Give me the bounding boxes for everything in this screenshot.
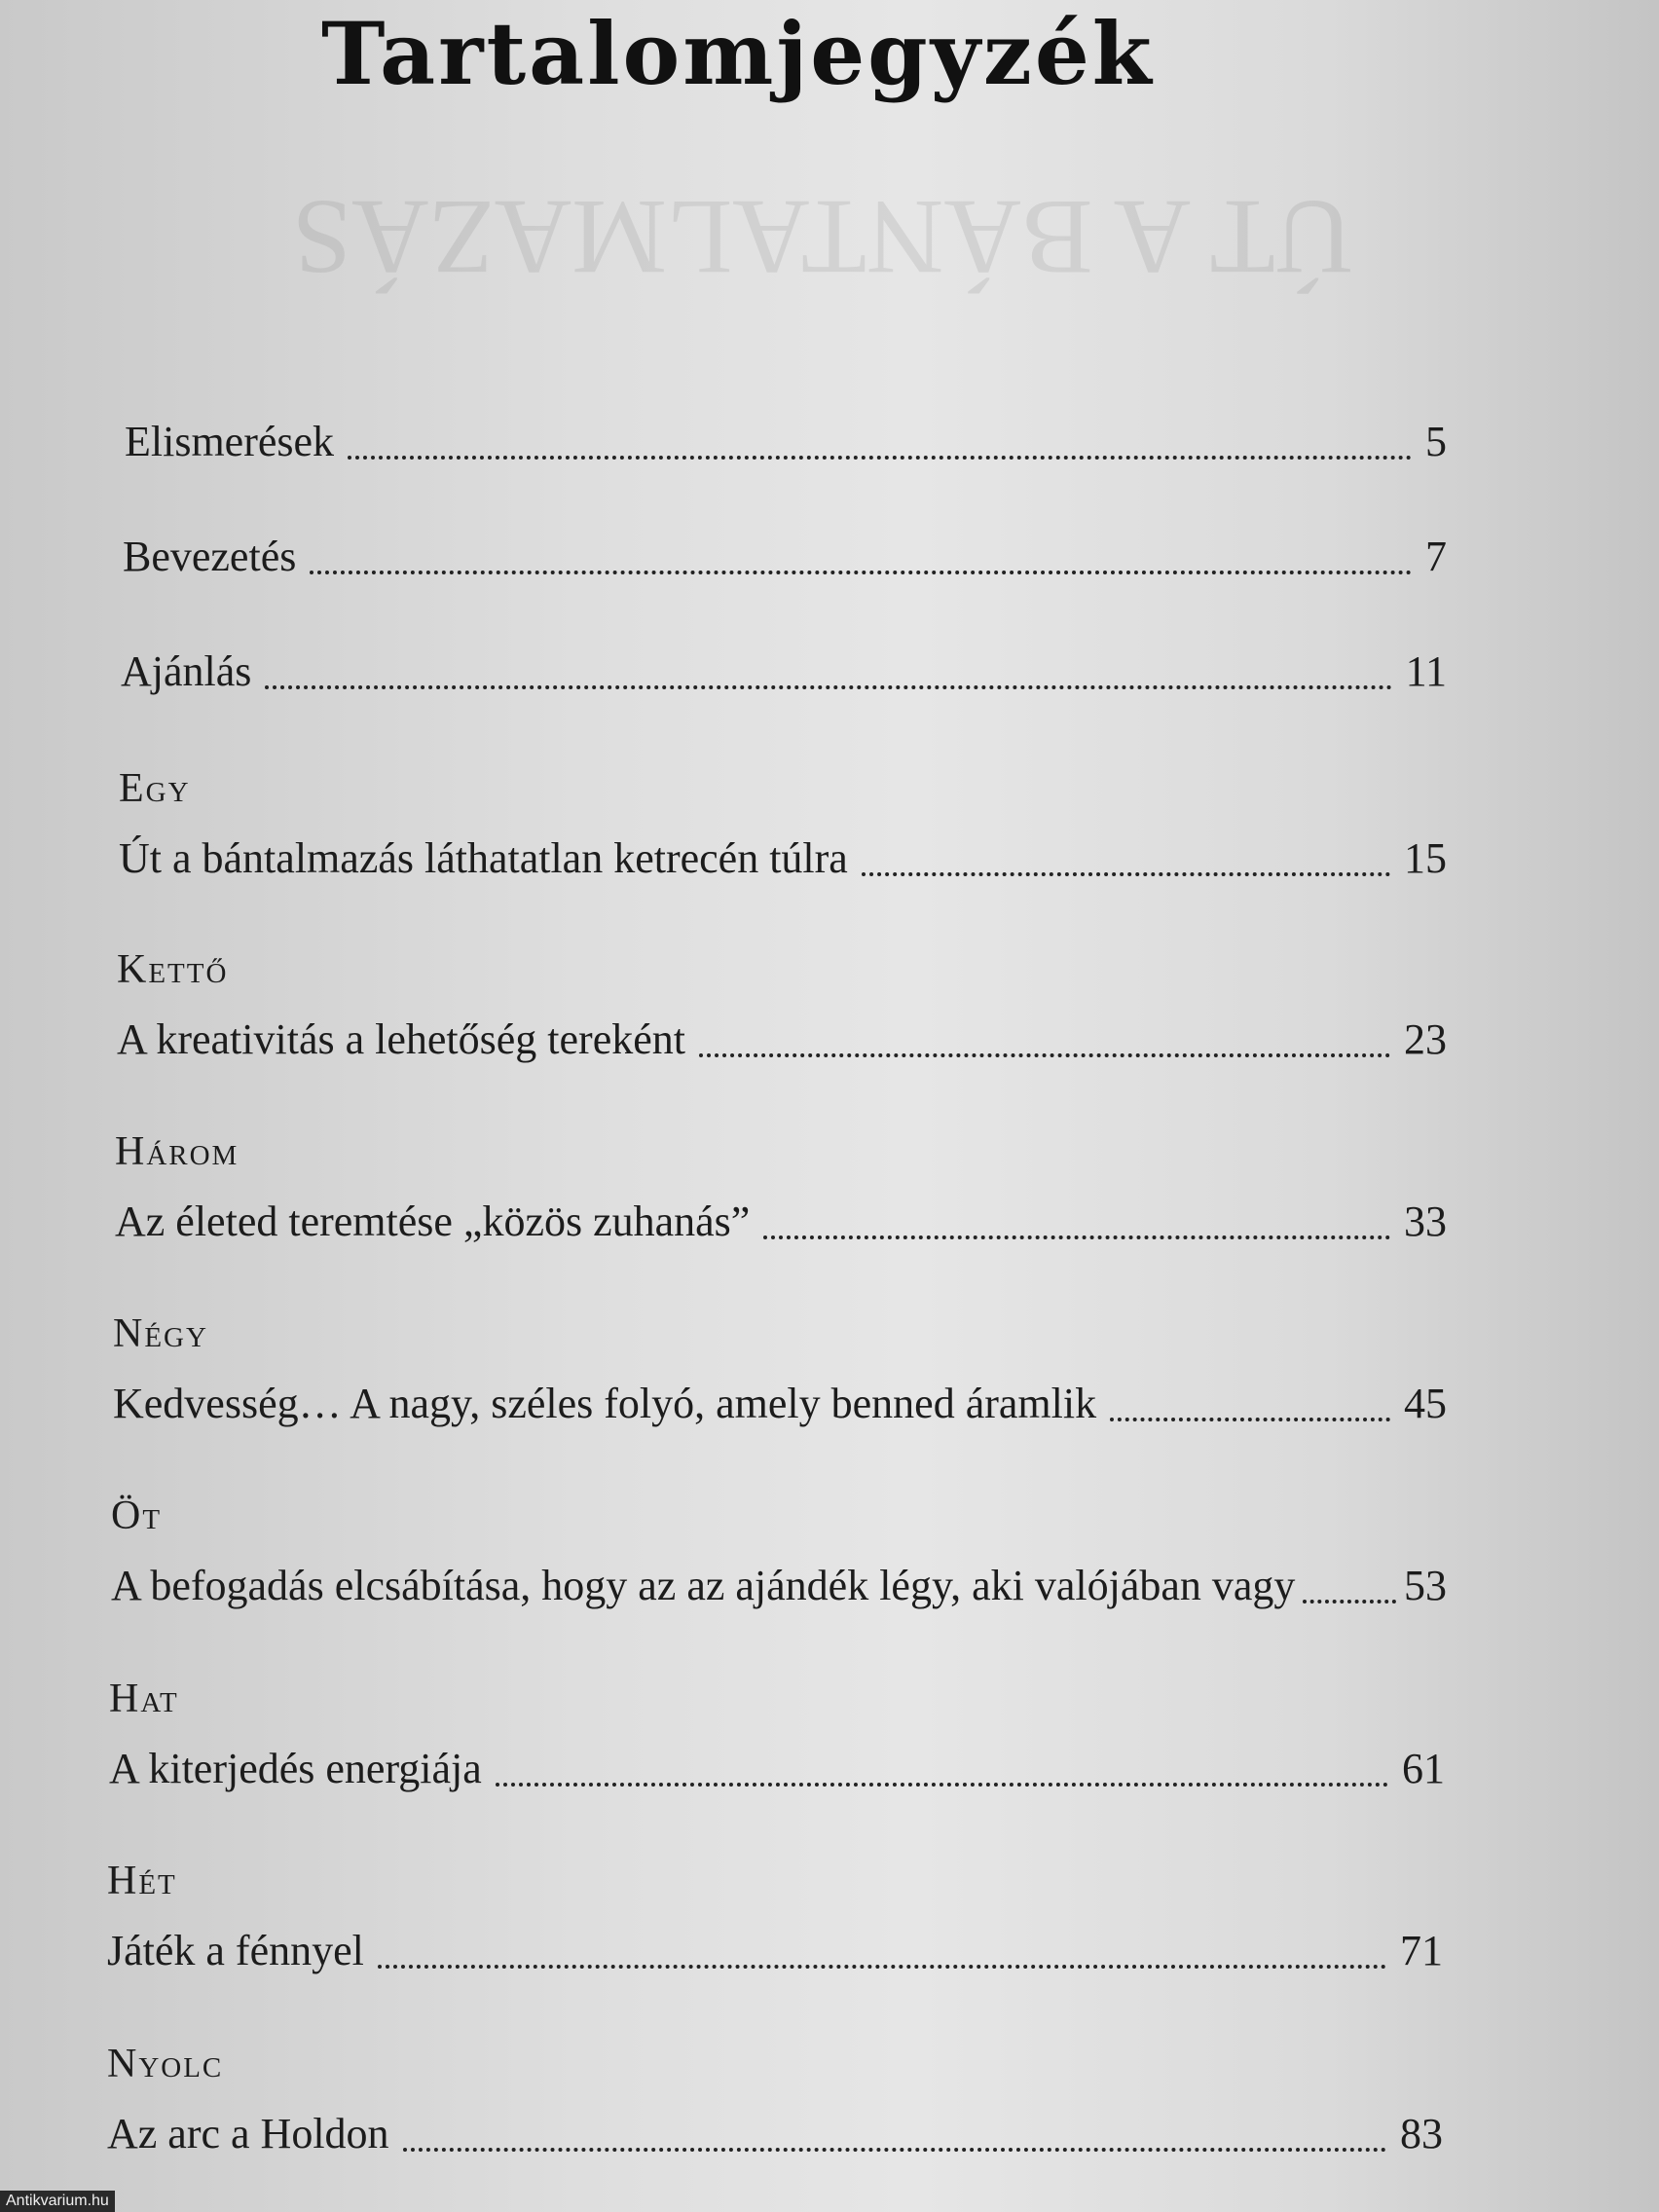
toc-chapter-8[interactable]	[107, 2101, 1443, 2159]
toc-chapter-page: 53	[1404, 1562, 1447, 1609]
toc-entry-page: 11	[1405, 647, 1447, 695]
toc-chapter-title: Kedvesség… A nagy, széles folyó, amely benned áramlik	[113, 1380, 1097, 1427]
toc-chapter-2[interactable]	[117, 1007, 1447, 1065]
toc-entry-page: 7	[1425, 533, 1447, 580]
dot-leader	[403, 2148, 1386, 2152]
chapter-number: Egy	[119, 766, 191, 811]
toc-chapter-title: A kreativitás a lehetőség tereként	[117, 1015, 685, 1063]
dot-leader	[699, 1053, 1390, 1057]
dot-leader	[265, 685, 1391, 689]
dot-leader	[862, 872, 1390, 876]
dot-leader	[1110, 1418, 1390, 1421]
toc-chapter-4[interactable]	[113, 1371, 1447, 1429]
chapter-number: Kettő	[117, 947, 229, 992]
toc-entry-label: Bevezetés	[123, 533, 297, 580]
show-through-text: ÚT A BÁNTALMAZÁS	[292, 178, 1353, 297]
toc-chapter-page: 83	[1400, 2110, 1443, 2157]
toc-chapter-title: Az életed teremtése „közös zuhanás”	[115, 1198, 751, 1245]
toc-chapter-5[interactable]	[111, 1553, 1447, 1611]
toc-chapter-page: 71	[1400, 1927, 1443, 1974]
dot-leader	[378, 1965, 1386, 1969]
toc-chapter-title: A kiterjedés energiája	[109, 1745, 482, 1792]
chapter-number: Négy	[113, 1311, 208, 1356]
chapter-number: Nyolc	[107, 2042, 224, 2086]
toc-chapter-page: 61	[1402, 1745, 1445, 1792]
toc-entry-page: 5	[1425, 418, 1447, 465]
watermark: Antikvarium.hu	[0, 2191, 115, 2212]
toc-entry-elismeresek[interactable]	[125, 409, 1447, 467]
toc-entry-ajanlas[interactable]	[121, 639, 1447, 697]
toc-chapter-1[interactable]	[119, 826, 1447, 884]
chapter-number: Hét	[107, 1859, 177, 1903]
toc-entry-label: Ajánlás	[121, 647, 252, 695]
dot-leader	[348, 456, 1412, 460]
toc-chapter-6[interactable]	[109, 1736, 1445, 1794]
toc-chapter-page: 45	[1404, 1380, 1447, 1427]
toc-chapter-title: Játék a fénnyel	[107, 1927, 364, 1974]
toc-chapter-title: Út a bántalmazás láthatatlan ketrecén túlra	[119, 834, 848, 882]
toc-chapter-title: A befogadás elcsábítása, hogy az az ajándék légy, aki valójában vagy	[111, 1562, 1296, 1609]
toc-chapter-7[interactable]	[107, 1918, 1443, 1976]
page-title: Tartalomjegyzék	[321, 3, 1155, 104]
chapter-number: Hat	[109, 1677, 179, 1721]
toc-chapter-page: 15	[1404, 834, 1447, 882]
toc-chapter-3[interactable]	[115, 1189, 1447, 1247]
toc-chapter-page: 23	[1404, 1015, 1447, 1063]
chapter-number: Három	[115, 1129, 240, 1174]
dot-leader	[763, 1235, 1390, 1239]
dot-leader	[496, 1783, 1388, 1787]
dot-leader	[310, 571, 1412, 574]
dot-leader	[1303, 1600, 1396, 1604]
toc-entry-label: Elismerések	[125, 418, 335, 465]
chapter-number: Öt	[111, 1493, 163, 1538]
toc-chapter-title: Az arc a Holdon	[107, 2110, 389, 2157]
toc-entry-bevezetes[interactable]	[123, 524, 1447, 582]
toc-chapter-page: 33	[1404, 1198, 1447, 1245]
